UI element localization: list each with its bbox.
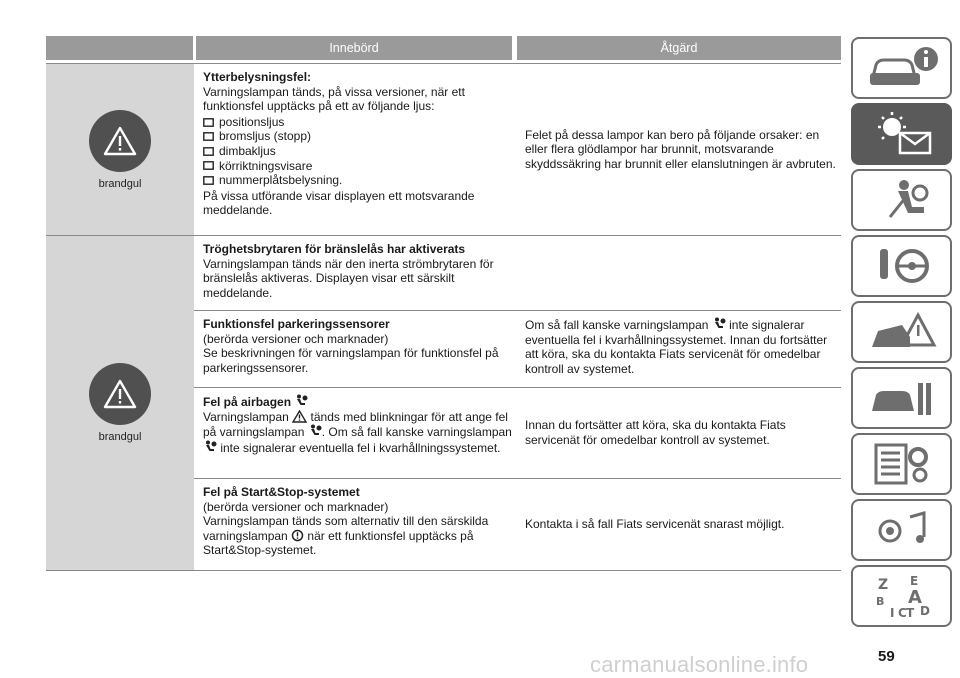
svg-text:B: B <box>875 595 884 608</box>
start-stop-fault-icon <box>291 529 304 542</box>
header-blank <box>46 36 193 60</box>
row-text: Varningslampan tänds som alternativ till den särskilda varningslampan när ett funktionsfel upptäcks på Start&Stop-systemet. <box>203 514 489 558</box>
row-text: Varningslampan tänds med blinkningar för att ange fel på varningslampan . Om så fall kanske varningslampan inte signalerar eventuella fel i kvarhållningssystemet. <box>203 409 512 455</box>
table-header <box>46 36 841 60</box>
lamp-group-exterior-light <box>46 63 841 236</box>
meaning-cell <box>194 311 516 387</box>
meaning-cell <box>194 236 516 310</box>
list-item: bromsljus (stopp) <box>203 129 514 144</box>
tab-starting-driving[interactable] <box>851 235 952 297</box>
list-item: nummerplåtsbelysning. <box>203 173 514 188</box>
lamp-group-general <box>46 236 841 571</box>
checklist-gears-icon <box>862 439 942 489</box>
light-list <box>203 115 514 188</box>
row-subtitle: (berörda versioner och marknader) <box>203 499 389 514</box>
tab-multimedia[interactable] <box>851 499 952 561</box>
row-title: Funktionsfel parkeringssensorer <box>203 317 390 331</box>
svg-text:D: D <box>919 604 930 618</box>
row-title: Tröghetsbrytaren för bränslelås har aktiverats <box>203 242 466 256</box>
row-text: Varningslampan tänds, på vissa versioner, när ett funktionsfel upptäcks på ett av följande ljus: <box>203 84 465 114</box>
airbag-icon <box>712 317 726 331</box>
airbag-icon <box>308 424 322 438</box>
meaning-cell <box>194 388 516 478</box>
airbag-person-icon <box>862 175 942 225</box>
row-title: Fel på airbagen <box>203 394 514 410</box>
row-text: Varningslampan tänds när den inerta strömbrytaren för bränslelås aktiveras. Displayen visar ett särskilt meddelande. <box>203 256 494 300</box>
key-steering-wheel-icon <box>862 241 942 291</box>
bullet-icon <box>203 176 214 185</box>
warning-triangle-icon <box>292 410 307 423</box>
media-music-icon <box>862 505 942 555</box>
row-title: Ytterbelysningsfel: <box>203 70 312 84</box>
tab-index[interactable] <box>851 565 952 627</box>
tab-warning-lights[interactable] <box>851 103 952 165</box>
meaning-cell <box>194 64 516 235</box>
table-row <box>194 236 841 311</box>
list-item: positionsljus <box>203 115 514 130</box>
airbag-icon <box>294 394 308 408</box>
car-tools-icon <box>862 373 942 423</box>
table-row <box>194 64 841 235</box>
svg-text:T: T <box>905 606 914 620</box>
warning-triangle-icon <box>89 110 151 172</box>
svg-text:C: C <box>897 606 907 620</box>
tab-emergency[interactable] <box>851 301 952 363</box>
svg-text:E: E <box>909 574 918 588</box>
row-subtitle: (berörda versioner och marknader) <box>203 331 389 346</box>
lamp-cell <box>46 64 194 235</box>
list-item: dimbakljus <box>203 144 514 159</box>
svg-text:Z: Z <box>877 577 888 593</box>
airbag-icon <box>203 440 217 454</box>
action-cell: Om så fall kanske varningslampan inte signalerar eventuella fel i kvarhållningssystemet. Innan du fortsätter att köra, ska du kontakta Fiats servicenät för omedelbar kontroll av systemet. <box>525 318 828 376</box>
car-accident-icon <box>862 307 942 357</box>
warning-triangle-icon <box>89 363 151 425</box>
car-info-icon <box>862 43 942 93</box>
warning-light-message-icon <box>862 109 942 159</box>
table-row <box>194 388 841 479</box>
watermark: carmanualsonline.info <box>590 652 809 677</box>
svg-text:A: A <box>907 587 922 608</box>
header-meaning: Innebörd <box>196 36 512 60</box>
tab-maintenance[interactable] <box>851 367 952 429</box>
meaning-cell <box>194 479 516 570</box>
tab-technical-data[interactable] <box>851 433 952 495</box>
bullet-icon <box>203 161 214 170</box>
lamp-color-label: brandgul <box>98 431 142 443</box>
action-cell <box>516 236 841 310</box>
tab-safety[interactable] <box>851 169 952 231</box>
header-action: Åtgärd <box>517 36 841 60</box>
row-title: Fel på Start&Stop-systemet <box>203 485 360 499</box>
warning-lights-table <box>46 36 841 571</box>
row-text: På vissa utförande visar displayen ett motsvarande meddelande. <box>203 188 475 218</box>
lamp-cell <box>46 236 194 570</box>
bullet-icon <box>203 118 214 127</box>
alphabet-index-icon <box>862 571 942 621</box>
lamp-color-label: brandgul <box>98 177 142 190</box>
action-cell: Kontakta i så fall Fiats servicenät snarast möjligt. <box>525 517 785 532</box>
row-text: Se beskrivningen för varningslampan för funktionsfel på parkeringssensorer. <box>203 346 499 375</box>
action-cell: Innan du fortsätter att köra, ska du kontakta Fiats servicenät för omedelbar kontroll av systemet. <box>525 418 786 447</box>
action-cell: Felet på dessa lampor kan bero på följande orsaker: en eller flera glödlampor har brunnit, motsvarande skyddssäkring har brunnit eller elanslutningen är avbruten. <box>525 127 836 171</box>
list-item: körriktningsvisare <box>203 159 514 174</box>
page-number: 59 <box>878 648 895 665</box>
tab-car-info[interactable] <box>851 37 952 99</box>
table-row <box>194 311 841 388</box>
svg-text:I: I <box>889 606 894 620</box>
bullet-icon <box>203 132 214 141</box>
table-row <box>194 479 841 570</box>
bullet-icon <box>203 147 214 156</box>
